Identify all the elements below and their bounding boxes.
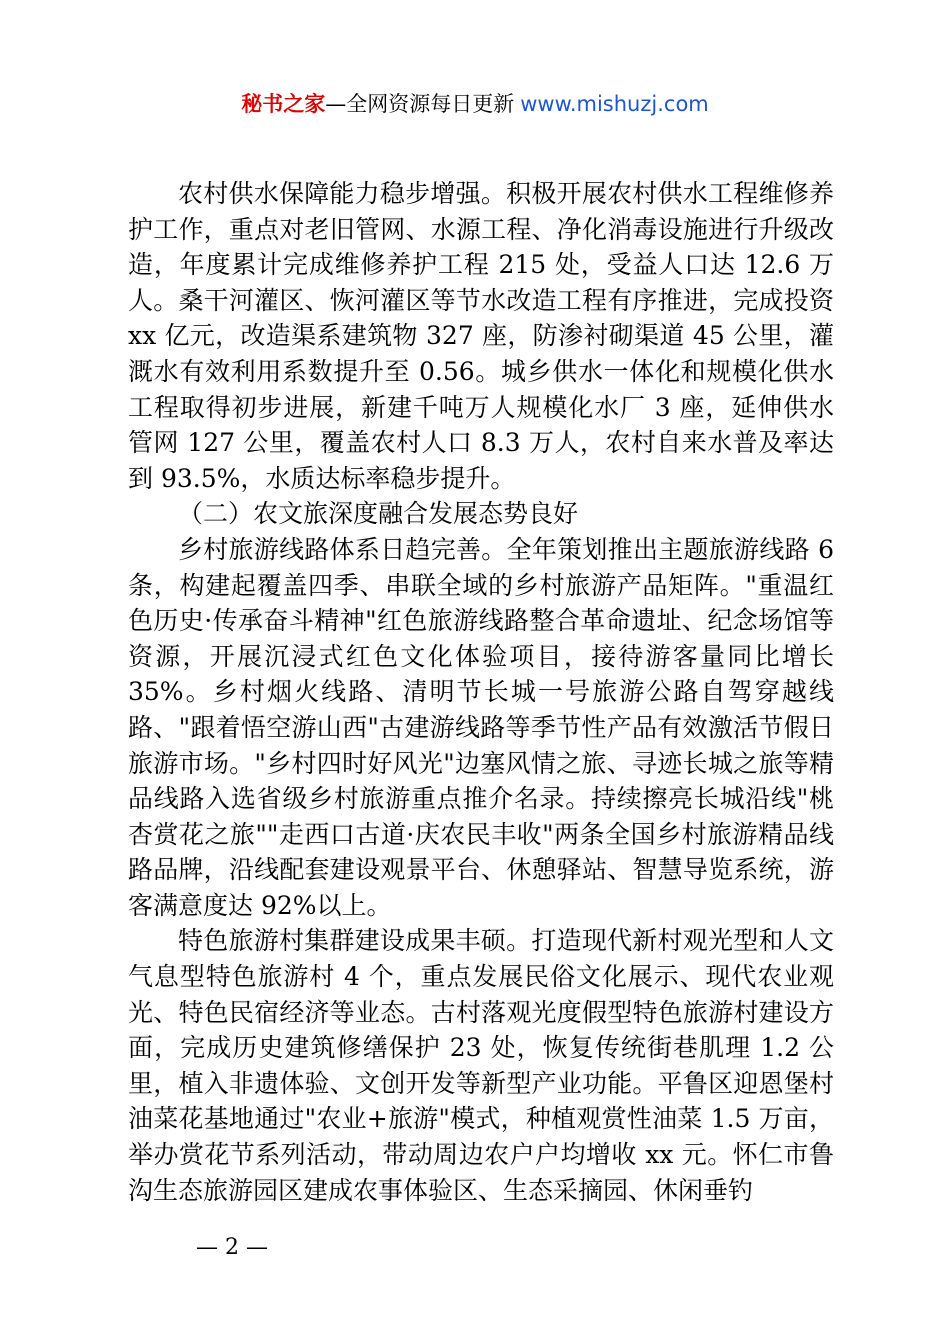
document-body (128, 176, 834, 1208)
site-url-link[interactable]: www.mishuzj.com (520, 92, 709, 116)
section-heading: （二）农文旅深度融合发展态势良好 (178, 499, 579, 529)
document-header (0, 88, 950, 120)
header-slogan: —全网资源每日更新 (325, 92, 515, 116)
brand-name: 秘书之家 (241, 92, 326, 116)
paragraph-tourism-routes: 乡村旅游线路体系日趋完善。全年策划推出主题旅游线路 6 条，构建起覆盖四季、串联全域的乡村旅游产品矩阵。"重温红色历史·传承奋斗精神"红色旅游线路整合革命遗址、纪念场馆等资源，开展沉浸式红色文化体验项目，接待游客量同比增长 35%。乡村烟火线路、清明节长城一号旅游公路自驾穿越线路、"跟着悟空游山西"古建游线路等季节性产品有效激活节假日旅游市场。"乡村四时好风光"边塞风情之旅、寻迹长城之旅等精品线路入选省级乡村旅游重点推介名录。持续擦亮长城沿线"桃杏赏花之旅""走西口古道·庆农民丰收"两条全国乡村旅游精品线路品牌，沿线配套建设观景平台、休憩驿站、智慧导览系统，游客满意度达 92%以上。 (128, 534, 834, 920)
paragraph-water-supply: 农村供水保障能力稳步增强。积极开展农村供水工程维修养护工作，重点对老旧管网、水源工程、净化消毒设施进行升级改造，年度累计完成维修养护工程 215 处，受益人口达 12.6 万人。桑干河灌区、恢河灌区等节水改造工程有序推进，完成投资 xx 亿元，改造渠系建筑物 327 座，防渗衬砌渠道 45 公里，灌溉水有效利用系数提升至 0.56。城乡供水一体化和规模化供水工程取得初步进展，新建千吨万人规模化水厂 3 座，延伸供水管网 127 公里，覆盖农村人口 8.3 万人，农村自来水普及率达到 93.5%，水质达标率稳步提升。 (128, 179, 834, 493)
paragraph-tourism-villages: 特色旅游村集群建设成果丰硕。打造现代新村观光型和人文气息型特色旅游村 4 个，重点发展民俗文化展示、现代农业观光、特色民宿经济等业态。古村落观光度假型特色旅游村建设方面，完成历史建筑修缮保护 23 处，恢复传统街巷肌理 1.2 公里，植入非遗体验、文创开发等新型产业功能。平鲁区迎恩堡村油菜花基地通过"农业+旅游"模式，种植观赏性油菜 1.5 万亩，举办赏花节系列活动，带动周边农户户均增收 xx 元。怀仁市鲁沟生态旅游园区建成农事体验区、生态采摘园、休闲垂钓 (128, 926, 834, 1205)
page-number: — 2 — (196, 1235, 268, 1260)
